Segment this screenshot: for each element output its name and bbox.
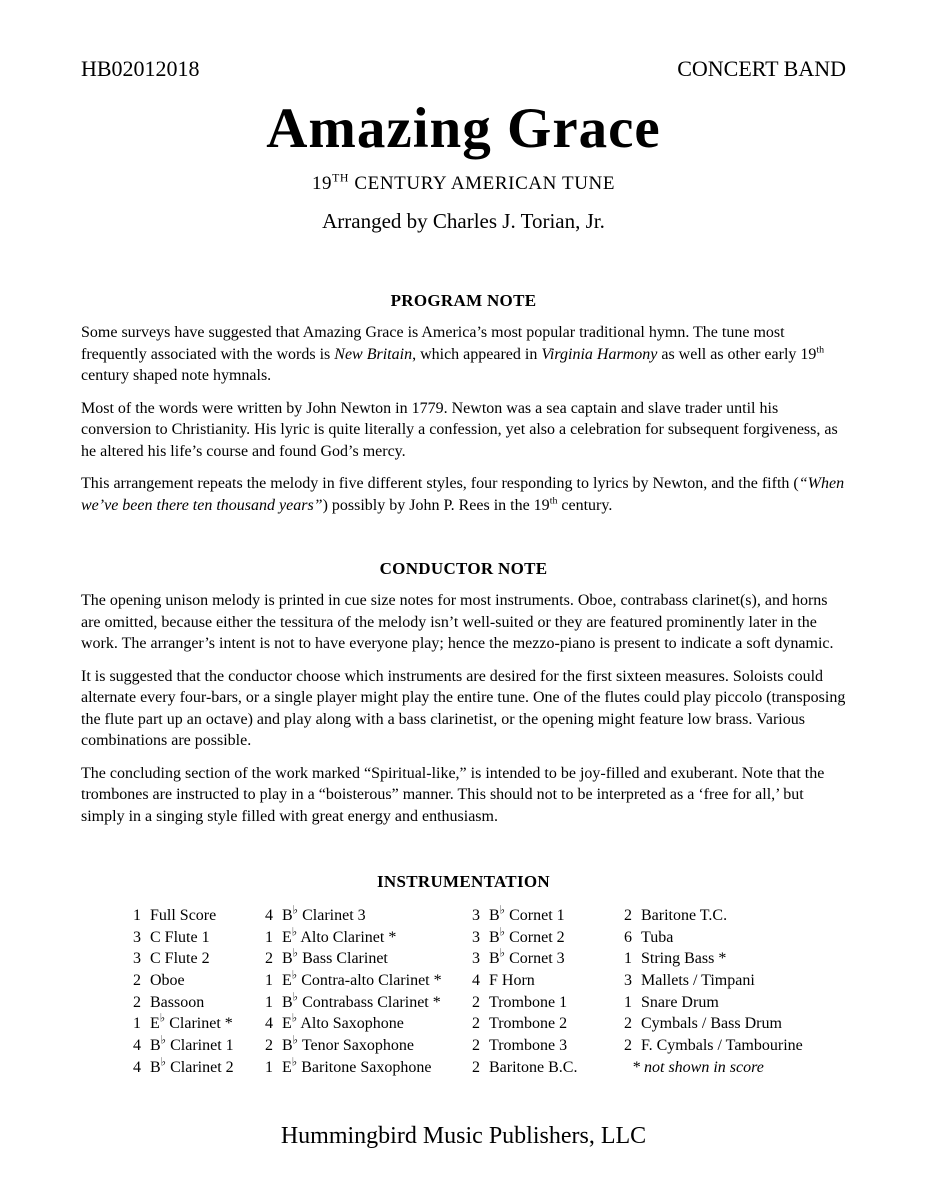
instrument-qty: 3	[472, 950, 480, 968]
instrument-qty: 2	[472, 1037, 480, 1055]
text-run: th	[816, 344, 825, 356]
text-run: This arrangement repeats the melody in five different styles, four responding to lyrics by Newton, and the fifth (	[81, 475, 799, 492]
publisher-name: Hummingbird Music Publishers, LLC	[280, 1122, 647, 1149]
instrument-label: Full Score	[150, 907, 217, 924]
instrument-row	[128, 1034, 260, 1059]
instrument-label: C Flute 1	[150, 928, 210, 946]
instrument-label: B♭ Tenor Saxophone	[282, 1034, 415, 1055]
instrument-label: String Bass *	[641, 950, 727, 968]
instrument-label: Mallets / Timpani	[641, 972, 755, 990]
instrument-qty: 2	[624, 1015, 632, 1033]
flat-sign: ♭	[291, 969, 298, 982]
instrument-qty: 1	[133, 1015, 141, 1033]
instrument-label: B♭ Bass Clarinet	[282, 948, 388, 968]
instrument-row	[619, 1015, 846, 1037]
instrument-label: Baritone T.C.	[641, 907, 728, 924]
instrument-row	[619, 929, 846, 951]
instrument-qty: 1	[265, 972, 273, 990]
page-header	[81, 56, 846, 82]
conductor-note-heading: CONDUCTOR NOTE	[379, 559, 548, 578]
instrument-qty: 2	[265, 1037, 273, 1055]
instrument-qty: 1	[265, 993, 273, 1011]
instrument-label: B♭ Clarinet 1	[150, 1034, 234, 1055]
instrument-row	[467, 1037, 619, 1059]
instrument-qty: 2	[265, 950, 273, 968]
instrument-row	[467, 950, 619, 972]
flat-sign: ♭	[499, 904, 506, 917]
paragraph	[81, 398, 846, 463]
instrument-label: B♭ Clarinet 2	[150, 1056, 234, 1076]
instrument-label: Tuba	[641, 928, 674, 946]
flat-sign: ♭	[499, 926, 506, 939]
text-run: Some surveys have suggested that Amazing Grace is America’s most popular traditional hymn. The tune most frequently associated with the words is	[81, 324, 785, 363]
flat-sign: ♭	[291, 926, 298, 939]
instrument-qty: 2	[472, 993, 480, 1011]
instrument-row	[619, 1037, 846, 1059]
text-run: TH	[332, 171, 350, 185]
instrument-qty: 4	[133, 1037, 141, 1055]
instrument-row	[260, 969, 467, 994]
ensemble-label: CONCERT BAND	[677, 56, 846, 81]
instrument-label: Snare Drum	[641, 993, 719, 1011]
instrument-qty: 2	[624, 907, 632, 924]
instrument-qty: 4	[133, 1058, 141, 1076]
instrument-row	[619, 972, 846, 994]
instrument-label: C Flute 2	[150, 950, 210, 968]
instrument-row	[467, 1059, 619, 1081]
flat-sign: ♭	[159, 1013, 166, 1026]
paragraph	[81, 473, 846, 516]
flat-sign: ♭	[291, 1056, 298, 1069]
instrument-label: E♭ Contra-alto Clarinet *	[282, 969, 442, 990]
instrument-label: Trombone 1	[489, 993, 568, 1011]
instrument-label: E♭ Baritone Saxophone	[282, 1056, 432, 1076]
instrument-row	[619, 950, 846, 972]
text-run: , which appeared in	[412, 345, 542, 363]
instrumentation-column	[128, 907, 260, 1081]
text-run: Virginia Harmony	[541, 345, 658, 363]
instrument-qty: 2	[624, 1037, 632, 1055]
instrument-label: Cymbals / Bass Drum	[641, 1015, 782, 1033]
instrument-row	[128, 994, 260, 1016]
instrument-qty: 4	[472, 972, 480, 990]
instrument-row	[128, 950, 260, 972]
instrument-qty: 3	[472, 907, 480, 924]
arranger-credit: Arranged by Charles J. Torian, Jr.	[322, 209, 605, 233]
instrument-row	[467, 972, 619, 994]
instrument-label: F. Cymbals / Tambourine	[641, 1037, 803, 1055]
instrument-row	[128, 907, 260, 929]
instrumentation-table	[128, 904, 846, 1081]
instrument-row	[467, 904, 619, 929]
instrument-qty: 2	[472, 1015, 480, 1033]
instrument-qty: 4	[265, 907, 273, 924]
instrument-row	[467, 1015, 619, 1037]
instrument-row	[260, 1056, 467, 1081]
flat-sign: ♭	[292, 1034, 299, 1047]
flat-sign: ♭	[292, 948, 299, 961]
text-run: th	[549, 495, 558, 507]
instrument-row	[260, 926, 467, 951]
instrumentation-column	[260, 904, 467, 1081]
paragraph	[81, 666, 846, 752]
program-note-heading: PROGRAM NOTE	[390, 291, 537, 310]
text-run: CENTURY AMERICAN TUNE	[349, 173, 616, 194]
instrument-qty: 6	[624, 928, 632, 946]
instrument-row	[260, 1015, 467, 1037]
instrument-row	[128, 929, 260, 951]
instrument-label: B♭ Contrabass Clarinet *	[282, 991, 441, 1011]
instrument-row	[128, 1056, 260, 1081]
program-note-body	[81, 322, 846, 516]
instrumentation-column	[467, 904, 619, 1081]
text-run: Most of the words were written by John Newton in 1779. Newton was a sea captain and slave trader until his conversion to Christianity. His lyric is quite literally a confession, yet also a celebration for subsequent forgiveness, as he altered his life’s course and found God’s mercy.	[81, 399, 838, 460]
instrument-label: B♭ Cornet 3	[489, 948, 565, 968]
instrument-qty: 1	[624, 950, 632, 968]
instrument-row	[467, 994, 619, 1016]
text-run: 19	[311, 173, 333, 194]
instrument-qty: 3	[133, 950, 141, 968]
text-run: century shaped note hymnals.	[81, 367, 272, 384]
instrument-row	[128, 972, 260, 994]
paragraph	[81, 322, 846, 387]
instrument-label: Trombone 3	[489, 1037, 568, 1055]
instrument-label: Trombone 2	[489, 1015, 568, 1033]
instrument-qty: 1	[133, 907, 141, 924]
flat-sign: ♭	[160, 1034, 167, 1047]
instrument-qty: 3	[133, 928, 141, 946]
piece-subtitle	[81, 172, 846, 195]
instrument-label: Baritone B.C.	[489, 1058, 578, 1076]
instrument-row	[128, 1015, 260, 1037]
flat-sign: ♭	[160, 1056, 167, 1069]
paragraph	[81, 763, 846, 828]
instrument-qty: 2	[133, 972, 141, 990]
instrument-row	[467, 926, 619, 951]
flat-sign: ♭	[499, 948, 506, 961]
instrument-label: E♭ Alto Saxophone	[282, 1013, 404, 1033]
instrument-qty: 3	[624, 972, 632, 990]
instrument-row	[619, 994, 846, 1016]
instrument-qty: 1	[265, 1058, 273, 1076]
instrument-label: Bassoon	[150, 993, 205, 1011]
text-run: as well as other early 19	[657, 345, 817, 363]
conductor-note-body	[81, 590, 846, 827]
instrument-qty: 1	[265, 928, 273, 946]
instrumentation-heading: INSTRUMENTATION	[377, 872, 550, 891]
instrument-label: E♭ Clarinet *	[150, 1013, 233, 1033]
instrument-qty: 3	[472, 928, 480, 946]
instrument-label: B♭ Cornet 2	[489, 926, 565, 946]
text-run: New Britain	[334, 345, 413, 363]
instrument-qty: 4	[265, 1015, 273, 1033]
flat-sign: ♭	[292, 904, 299, 917]
instrument-label: F Horn	[489, 972, 535, 990]
instrumentation-footnote: * not shown in score	[632, 1058, 764, 1076]
instrument-qty: 2	[133, 993, 141, 1011]
flat-sign: ♭	[292, 991, 299, 1004]
instrument-label: B♭ Cornet 1	[489, 904, 565, 924]
text-run: ) possibly by John P. Rees in the 19	[322, 496, 550, 514]
text-run: The opening unison melody is printed in cue size notes for most instruments. Oboe, contrabass clarinet(s), and horns are omitted, because either the tessitura of the melody isn’t well-suited or they are featured prominently later in the work. The arranger’s intent is not to have everyone play; hence the mezzo-piano is present to indicate a soft dynamic.	[81, 592, 834, 652]
text-run: century.	[557, 496, 613, 514]
instrument-label: Oboe	[150, 972, 185, 990]
instrument-label: B♭ Clarinet 3	[282, 904, 366, 924]
instrument-label: E♭ Alto Clarinet *	[282, 926, 397, 946]
piece-title: Amazing Grace	[266, 97, 661, 160]
text-run: The concluding section of the work marked “Spiritual-like,” is intended to be joy-filled and exuberant. Note that the trombones are instructed to play in a “boisterous” manner. This should not to be interpreted as a ‘free for all,’ but simply in a singing style filled with great energy and enthusiasm.	[81, 764, 825, 825]
instrument-qty: 2	[472, 1058, 480, 1076]
text-run: It is suggested that the conductor choose which instruments are desired for the first sixteen measures. Soloists could alternate every four-bars, or a single player might play the entire tune. One of the flutes could play piccolo (transposing the flute part up an octave) and play along with a bass clarinetist, or the opening might feature low brass. Various combinations are possible.	[81, 667, 846, 749]
instrumentation-column	[619, 907, 846, 1081]
paragraph	[81, 590, 846, 655]
catalog-number: HB02012018	[81, 56, 200, 81]
text-run: “When we’ve been there ten thousand years”	[81, 475, 845, 514]
flat-sign: ♭	[291, 1013, 298, 1026]
instrument-row	[619, 907, 846, 929]
instrument-qty: 1	[624, 993, 632, 1011]
